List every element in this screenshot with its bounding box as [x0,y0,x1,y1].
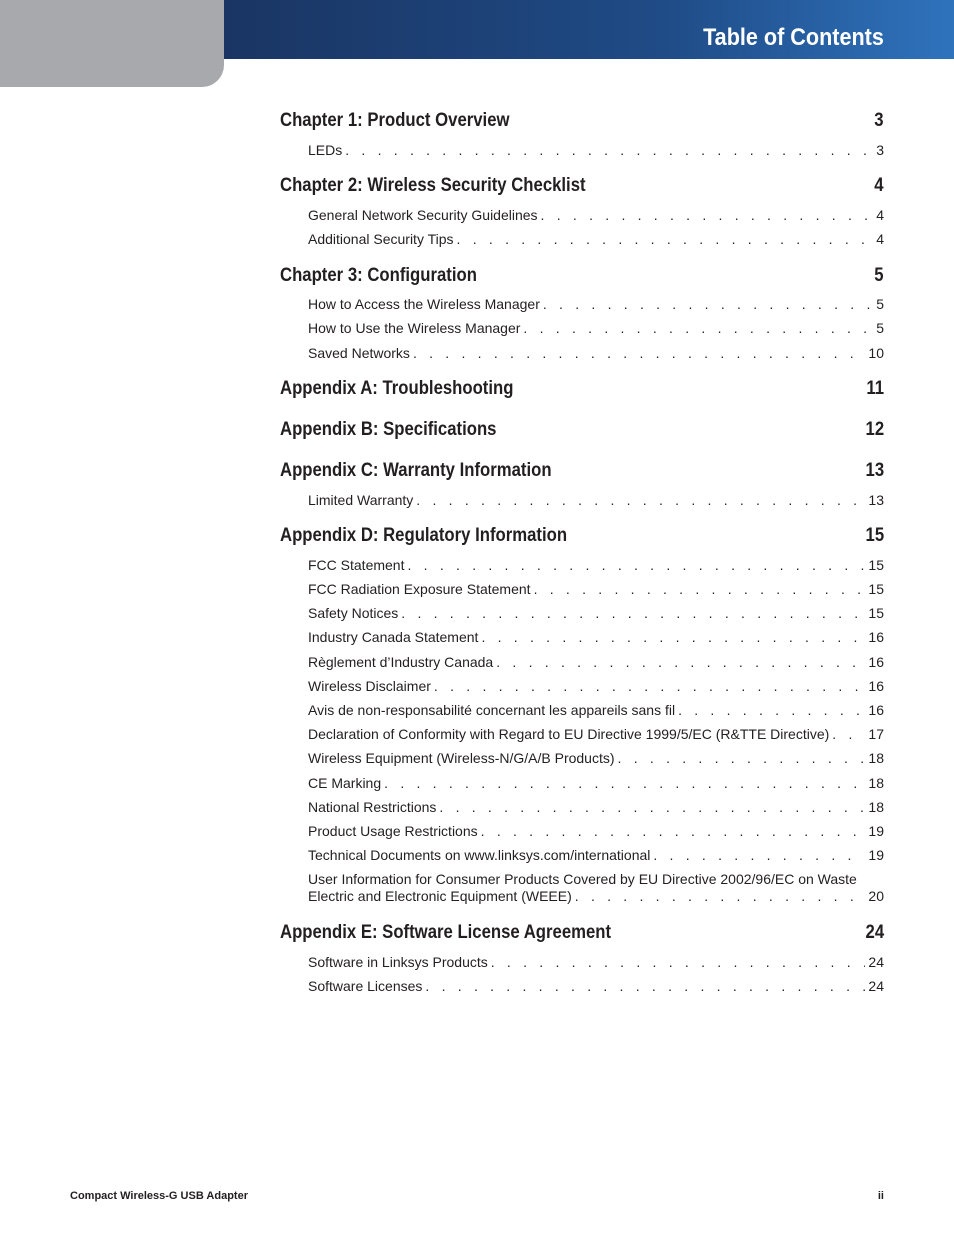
toc-entry[interactable] [308,203,884,227]
toc-entry-page: 16 [868,677,884,694]
toc-entry[interactable] [308,293,884,317]
toc-dot-leader [434,678,866,695]
toc-dot-leader [457,231,874,248]
toc-entry-title: FCC Statement [308,556,405,573]
toc-dot-leader [345,142,873,159]
toc-entry[interactable] [308,602,884,626]
toc-entry-page: 5 [876,296,884,313]
toc-section-page: 12 [865,419,884,441]
toc-section-page: 13 [865,460,884,482]
toc-dot-leader [413,345,865,362]
toc-entry-title: CE Marking [308,774,382,791]
toc-entry-title: How to Use the Wireless Manager [308,320,521,337]
toc-entry-title: Safety Notices [308,605,399,622]
toc-entry-title: FCC Radiation Exposure Statement [308,581,531,598]
toc-dot-leader [481,823,866,840]
toc-entry-page: 20 [868,888,884,905]
toc-section [280,918,884,998]
toc-entry-page: 3 [876,141,884,158]
toc-section-heading[interactable] [280,261,884,291]
toc-entry-title: Wireless Disclaimer [308,677,431,694]
toc-entry-page: 13 [868,491,884,508]
toc-entry-page: 15 [868,605,884,622]
toc-entry[interactable] [308,674,884,698]
toc-dot-leader [384,775,865,792]
toc-entry[interactable] [308,698,884,722]
toc-dot-leader [534,581,866,598]
page-title: Table of Contents [703,24,884,51]
toc-section-heading[interactable] [280,456,884,486]
toc-entry[interactable] [308,138,884,162]
footer-product-name: Compact Wireless-G USB Adapter [70,1190,248,1202]
footer-page-number: ii [877,1190,884,1202]
toc-entry-page: 5 [876,320,884,337]
toc-section-title: Chapter 1: Product Overview [280,110,510,131]
toc-entry-title-continued: Electric and Electronic Equipment (WEEE) [308,888,572,905]
toc-section-page: 5 [874,264,884,286]
header-gray-tab [0,0,224,87]
toc-entry[interactable] [308,723,884,747]
toc-dot-leader [491,954,866,971]
toc-section-heading[interactable] [280,171,884,201]
toc-entry[interactable] [308,227,884,251]
toc-entry-list [280,488,884,512]
toc-section [280,456,884,512]
toc-entry-title: Saved Networks [308,344,410,361]
toc-dot-leader [523,320,873,337]
toc-entry-page: 4 [876,230,884,247]
toc-dot-leader [575,888,866,905]
toc-entry-list [280,293,884,366]
toc-entry-title: Software in Linksys Products [308,953,488,970]
toc-dot-leader [416,492,865,509]
toc-section-heading[interactable] [280,521,884,551]
toc-section-title: Chapter 3: Configuration [280,264,477,286]
toc-entry-list [280,553,884,909]
toc-dot-leader [541,207,874,224]
toc-dot-leader [618,750,866,767]
toc-entry-title: Limited Warranty [308,491,414,508]
toc-entry-title: LEDs [308,141,343,158]
toc-entry-title: Wireless Equipment (Wireless-N/G/A/B Products) [308,750,615,767]
toc-section-heading[interactable] [280,918,884,948]
toc-dot-leader [496,654,865,671]
toc-entry-page: 18 [868,774,884,791]
toc-entry[interactable] [308,950,884,974]
toc-entry[interactable] [308,795,884,819]
toc-dot-leader [481,629,865,646]
toc-section [280,106,884,162]
toc-entry-title: Règlement d’Industry Canada [308,653,494,670]
toc-section-title: Appendix C: Warranty Information [280,460,552,482]
toc-section-page: 3 [874,110,884,131]
toc-section [280,521,884,909]
toc-dot-leader [653,847,865,864]
toc-entry[interactable] [308,771,884,795]
toc-entry[interactable] [308,868,884,909]
toc-entry-title: How to Access the Wireless Manager [308,296,540,313]
toc-dot-leader [678,702,865,719]
toc-entry-title: National Restrictions [308,798,437,815]
toc-section-page: 15 [865,525,884,547]
toc-entry-title: Technical Documents on www.linksys.com/international [308,847,651,864]
toc-entry-title: Additional Security Tips [308,230,454,247]
toc-entry-title: Avis de non-responsabilité concernant les appareils sans fil [308,702,676,719]
toc-section-heading[interactable] [280,106,884,136]
toc-entry[interactable] [308,578,884,602]
toc-section-title: Chapter 2: Wireless Security Checklist [280,175,586,197]
toc-entry-page: 16 [868,653,884,670]
toc-section-title: Appendix B: Specifications [280,419,497,441]
toc-entry-page: 19 [868,847,884,864]
toc-entry[interactable] [308,341,884,365]
header-title-band [224,0,954,59]
toc-entry[interactable] [308,317,884,341]
toc-entry-page: 18 [868,798,884,815]
toc-dot-leader [832,726,865,743]
toc-entry-title: Industry Canada Statement [308,629,479,646]
toc-entry-list [280,203,884,251]
toc-entry-page: 17 [868,726,884,743]
toc-section-page: 24 [865,921,884,943]
toc-entry-page: 24 [868,953,884,970]
toc-entry[interactable] [308,819,884,843]
toc-entry-page: 15 [868,581,884,598]
toc-entry[interactable] [308,650,884,674]
toc-dot-leader [425,978,865,995]
toc-entry-page: 16 [868,702,884,719]
toc-entry-title: Product Usage Restrictions [308,822,478,839]
toc-entry[interactable] [308,488,884,512]
toc-entry[interactable] [308,747,884,771]
toc-entry[interactable] [308,974,884,998]
toc-entry-page: 4 [876,206,884,223]
toc-entry-page: 24 [868,977,884,994]
toc-section [280,415,884,445]
table-of-contents [280,106,884,1007]
toc-entry[interactable] [308,844,884,868]
toc-dot-leader [407,557,865,574]
toc-entry[interactable] [308,553,884,577]
toc-entry-page: 15 [868,556,884,573]
toc-section-heading[interactable] [280,374,884,404]
toc-section-title: Appendix A: Troubleshooting [280,378,514,400]
toc-section-title: Appendix E: Software License Agreement [280,921,612,943]
toc-entry-title: Declaration of Conformity with Regard to EU Directive 1999/5/EC (R&TTE Directive) [308,726,830,743]
toc-entry-page: 18 [868,750,884,767]
toc-dot-leader [401,605,865,622]
toc-section-page: 11 [866,378,884,400]
toc-entry-title: General Network Security Guidelines [308,206,538,223]
toc-dot-leader [439,799,865,816]
toc-entry-page: 19 [868,822,884,839]
toc-section [280,261,884,366]
toc-section-heading[interactable] [280,415,884,445]
toc-entry-list [280,138,884,162]
toc-section [280,374,884,404]
toc-section-title: Appendix D: Regulatory Information [280,525,568,547]
toc-entry-title: Software Licenses [308,977,423,994]
toc-entry-title: User Information for Consumer Products Covered by EU Directive 2002/96/EC on Waste [308,871,857,888]
toc-dot-leader [543,296,873,313]
toc-section [280,171,884,251]
toc-section-page: 4 [874,175,884,197]
toc-entry-page: 16 [868,629,884,646]
toc-entry[interactable] [308,626,884,650]
toc-entry-page: 10 [868,344,884,361]
toc-entry-list [280,950,884,998]
